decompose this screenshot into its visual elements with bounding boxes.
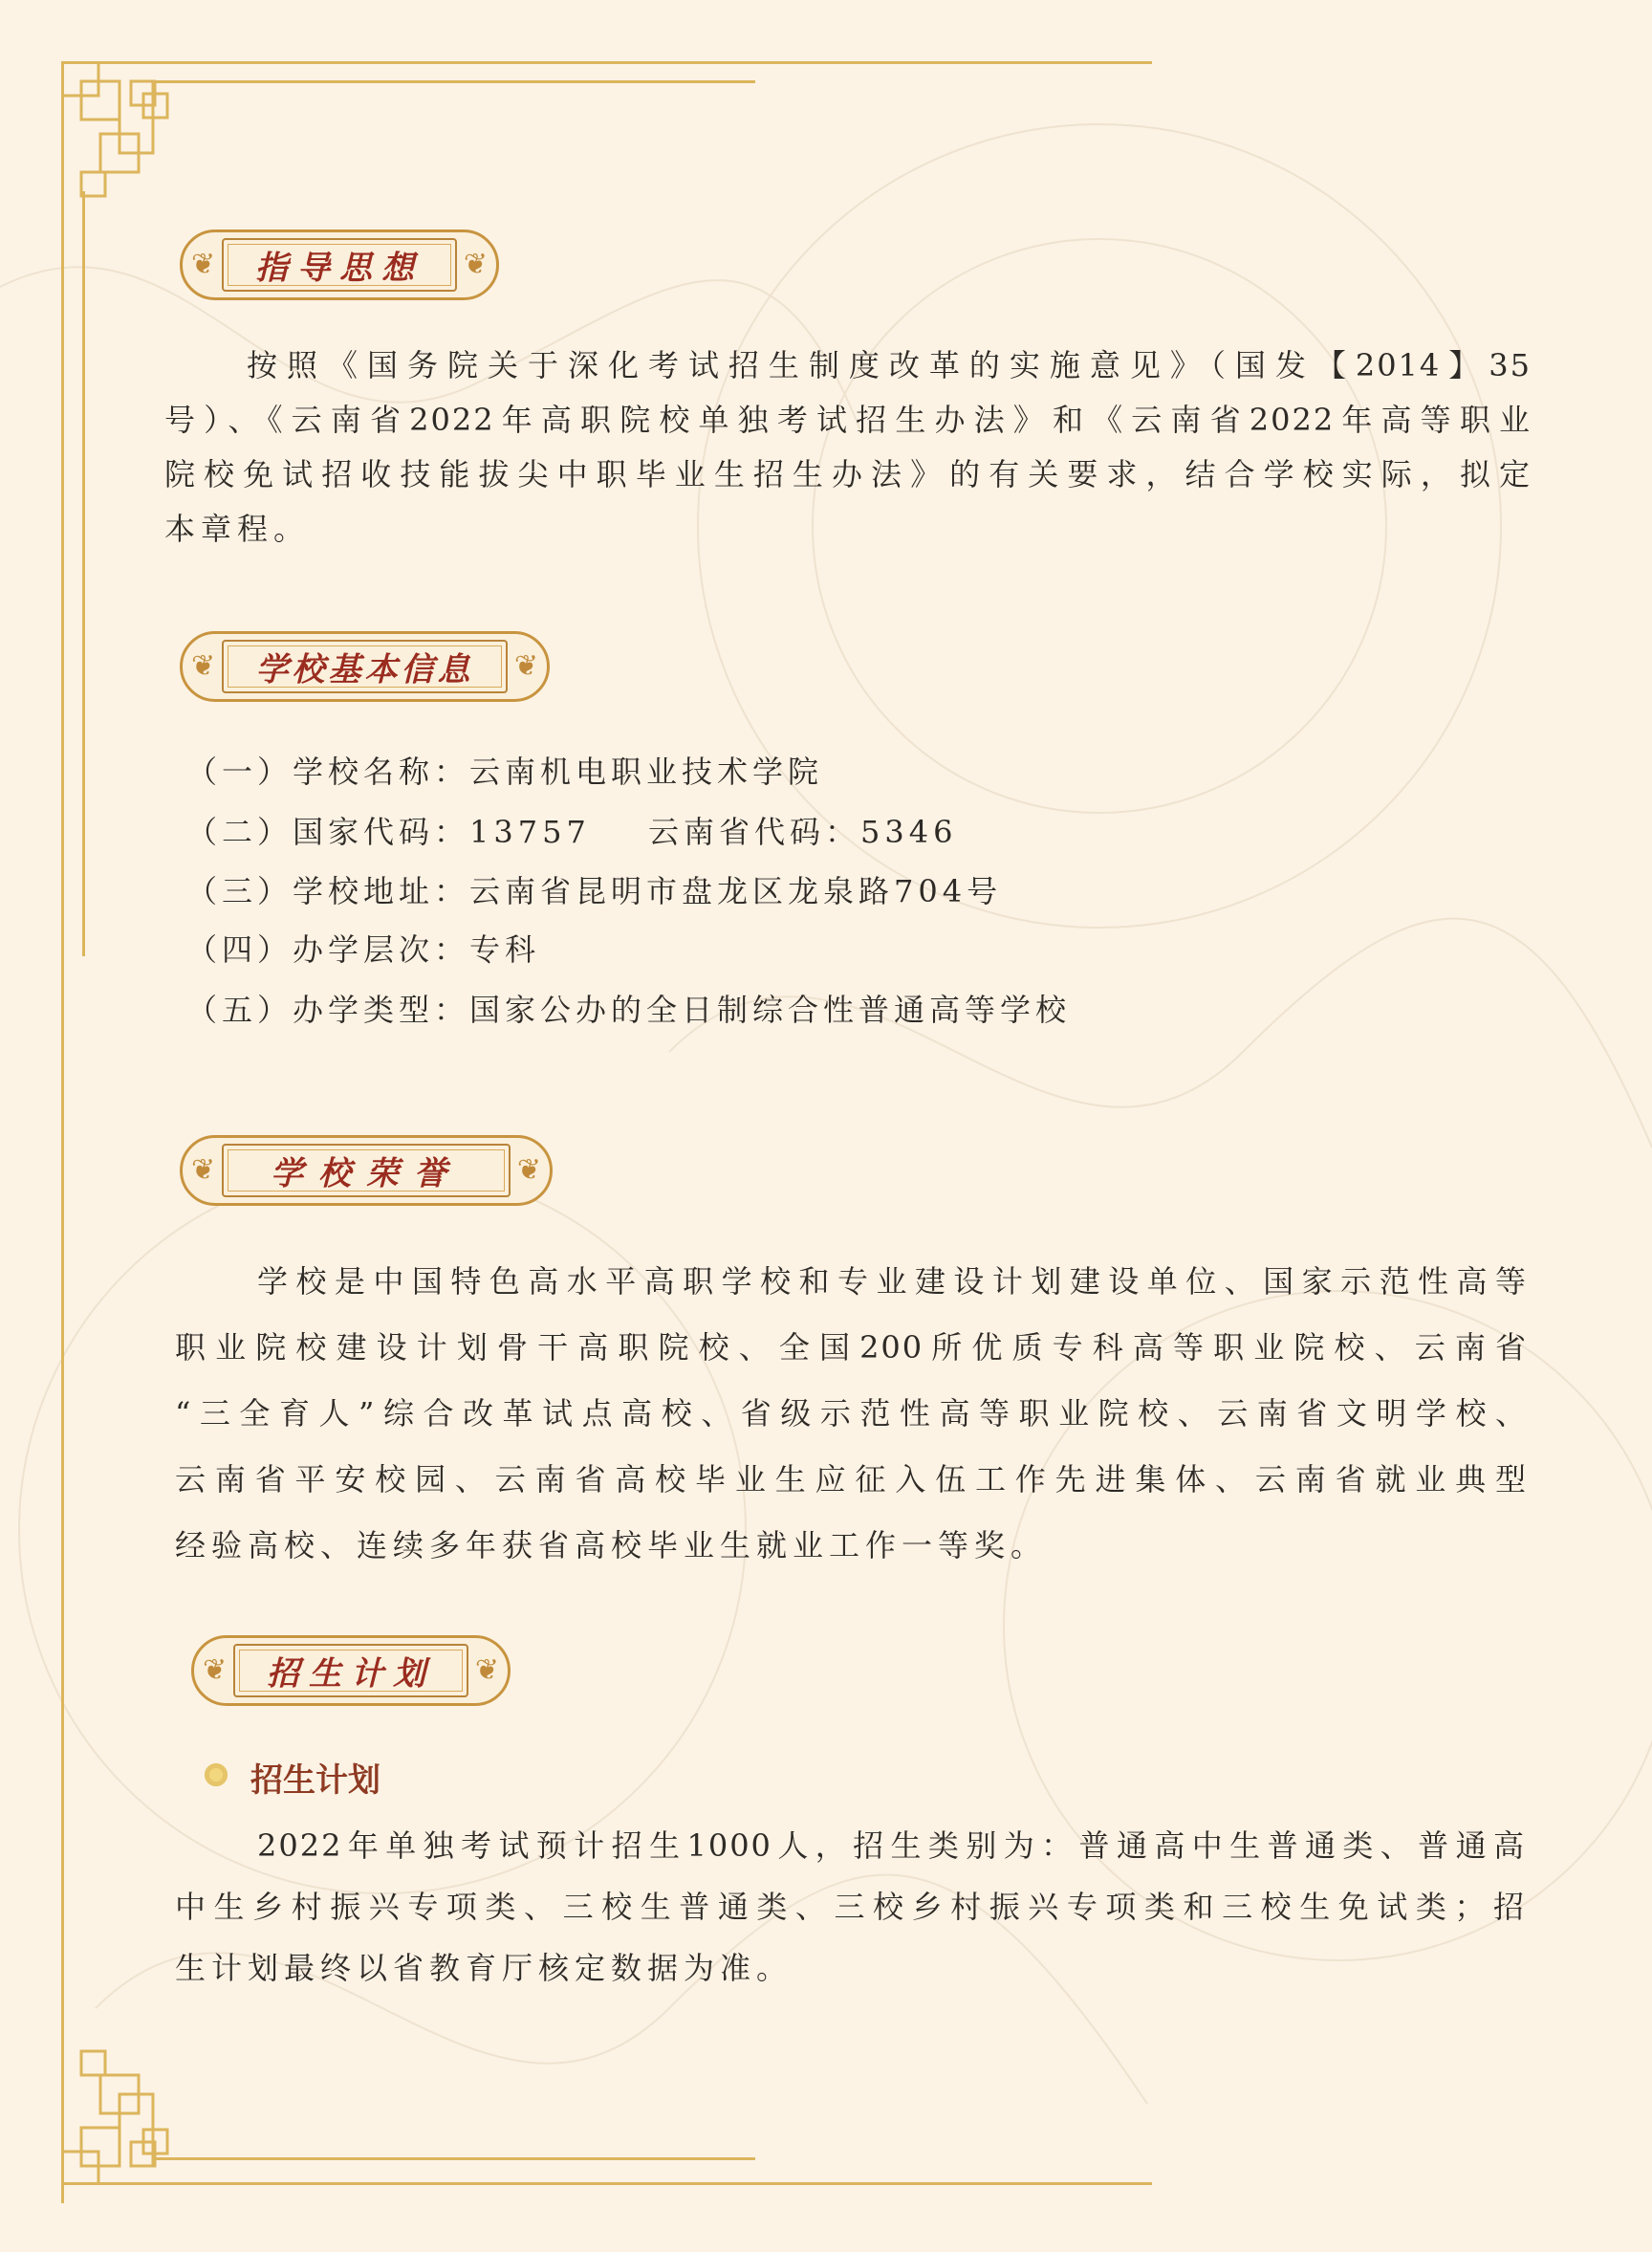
section-title: 学校基本信息 <box>255 650 474 689</box>
info-item-name: （一）学校名称：云南机电职业技术学院 <box>186 754 824 790</box>
guiding-paragraph <box>164 339 1532 557</box>
info-item-type: （五）办学类型：国家公办的全日制综合性普通高等学校 <box>186 992 1072 1028</box>
paragraph-line: 经验高校、连续多年获省高校毕业生就业工作一等奖。 <box>175 1527 1048 1563</box>
info-item-level: （四）办学层次：专科 <box>186 931 541 968</box>
scroll-ornament-icon: ❦ <box>191 248 216 281</box>
paragraph-line: 生计划最终以省教育厅核定数据为准。 <box>175 1950 793 1986</box>
scroll-ornament-icon: ❦ <box>474 1653 499 1687</box>
frame-left-line <box>61 61 64 2203</box>
section-title: 指导思想 <box>255 249 424 288</box>
info-item-national-code: （二）国家代码：13757 <box>186 814 591 850</box>
scroll-ornament-icon: ❦ <box>513 649 538 683</box>
plan-subheading: 招生计划 <box>250 1761 380 1800</box>
section-banner-honors <box>180 1135 553 1206</box>
scroll-ornament-icon: ❦ <box>203 1653 228 1687</box>
section-banner-guiding <box>180 230 499 300</box>
frame-corner-ornament-top <box>57 57 172 201</box>
scroll-ornament-icon: ❦ <box>516 1153 541 1187</box>
paragraph-line: 职业院校建设计划骨干高职院校、全国200所优质专科高等职业院校、云南省 <box>175 1329 1528 1366</box>
paragraph-line: 中生乡村振兴专项类、三校生普通类、三校乡村振兴专项类和三校生免试类；招 <box>175 1889 1526 1925</box>
paragraph-line: 学校是中国特色高水平高职学校和专业建设计划建设单位、国家示范性高等 <box>257 1263 1528 1300</box>
frame-top-line <box>62 61 1152 64</box>
section-banner-basic-info <box>180 631 550 702</box>
paragraph-line: 号）、《云南省2022年高职院校单独考试招生办法》和《云南省2022年高等职业 <box>164 402 1532 438</box>
paragraph-line: 云南省平安校园、云南省高校毕业生应征入伍工作先进集体、云南省就业典型 <box>175 1461 1528 1498</box>
frame-bottom-inner-line <box>155 2157 755 2160</box>
section-title: 招生计划 <box>267 1654 435 1694</box>
paragraph-line: 按照《国务院关于深化考试招生制度改革的实施意见》（国发【2014】35 <box>247 347 1532 383</box>
frame-corner-ornament-bottom <box>57 2046 172 2190</box>
section-banner-plan <box>191 1635 511 1706</box>
section-title: 学校荣誉 <box>271 1154 462 1193</box>
frame-left-inner-line <box>82 191 85 956</box>
plan-paragraph <box>175 1815 1526 1999</box>
scroll-ornament-icon: ❦ <box>191 1153 216 1187</box>
flower-bullet-icon <box>203 1761 229 1788</box>
scroll-ornament-icon: ❦ <box>463 248 488 281</box>
paragraph-line: “三全育人”综合改革试点高校、省级示范性高等职业院校、云南省文明学校、 <box>175 1395 1528 1432</box>
paragraph-line: 2022年单独考试预计招生1000人，招生类别为：普通高中生普通类、普通高 <box>257 1827 1526 1864</box>
frame-top-inner-line <box>155 80 755 83</box>
info-item-province-code: 云南省代码：5346 <box>648 814 958 850</box>
paragraph-line: 院校免试招收技能拔尖中职毕业生招生办法》的有关要求，结合学校实际，拟定 <box>164 456 1532 492</box>
info-item-address: （三）学校地址：云南省昆明市盘龙区龙泉路704号 <box>186 873 1003 909</box>
paragraph-line: 本章程。 <box>164 511 311 547</box>
frame-bottom-line <box>62 2182 1152 2185</box>
honors-paragraph <box>175 1249 1528 1579</box>
scroll-ornament-icon: ❦ <box>191 649 216 683</box>
